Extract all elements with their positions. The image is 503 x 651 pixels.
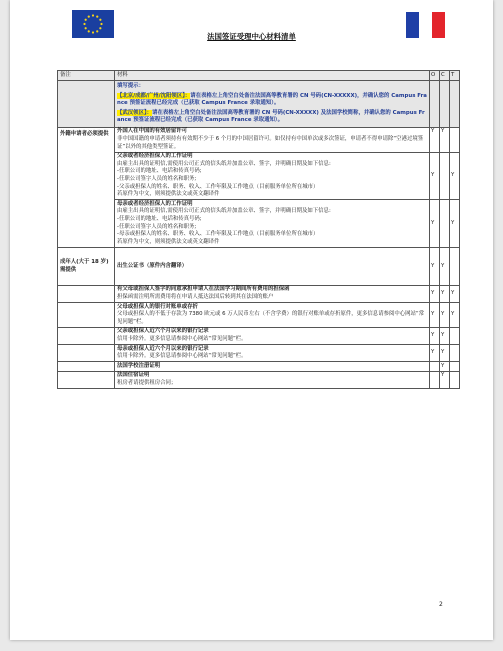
row-material <box>115 81 430 128</box>
row-material: 母亲或者经济担保人的工作证明 由雇主出具的证明信,需使用公司正式的信头纸并加盖公章、签字，并明确日期及如下信息: -任职公司的地址、电话和传真号码; -任职公司签字人员的姓名和职务; -母亲或担保人的姓名、职务、收入、工作年限及工作地点（目前服务单位所在城市） 若原件为中文，则须提供法文或英文翻译件 <box>115 200 430 248</box>
flag-c <box>440 81 450 128</box>
table-row <box>58 303 460 328</box>
tip-beijing: 【北京/成都/广州/沈阳领区】：请在表格左上角空白处备注法国高等教育署的 CN 号码(CN-XXXXX)，并确认您的 Campus France 预签证流程已经完成（已获取 Campus France 录取通知）。 <box>117 92 427 107</box>
header-note: 备注 <box>58 71 115 81</box>
row-material: 父母或担保人的银行对账单或存折 父母或担保人的不低于存款为 7380 欧元或 6 万人民币左右（不含学费）的银行对账单或存折原件，更多信息请参阅中心网站“常见问题”栏。 <box>115 303 430 328</box>
row-material: 法国住宿证明 租房者请提供租房合同； <box>115 371 430 388</box>
page-number: 2 <box>439 601 443 608</box>
table-row <box>58 371 460 388</box>
row-note <box>58 371 115 388</box>
row-note: 成年人(大于 18 岁) 需提供 <box>58 247 115 285</box>
flag-c: Y <box>440 345 450 362</box>
materials-table <box>57 70 460 389</box>
row-material: 出生公证书（原件内含翻译） <box>115 247 430 285</box>
flag-o: Y <box>430 345 440 362</box>
table-row <box>58 200 460 248</box>
region-highlight: 【北京/成都/广州/沈阳领区】： <box>117 92 191 99</box>
flag-c: Y <box>440 285 450 302</box>
row-note <box>58 285 115 302</box>
table-header-row <box>58 71 460 81</box>
flag-o <box>430 371 440 388</box>
tip-heading: 填写提示： <box>117 83 144 89</box>
flag-t <box>450 81 460 128</box>
flag-t <box>450 127 460 152</box>
row-note <box>58 362 115 372</box>
flag-t <box>450 327 460 344</box>
flag-c: Y <box>440 362 450 372</box>
table-row <box>58 285 460 302</box>
flag-o <box>430 81 440 128</box>
header-c: C <box>440 71 450 81</box>
flag-t: Y <box>450 285 460 302</box>
flag-o: Y <box>430 200 440 248</box>
flag-t <box>450 371 460 388</box>
flag-o: Y <box>430 152 440 200</box>
region-highlight: 【武汉领区】： <box>117 109 153 116</box>
flag-t <box>450 247 460 285</box>
table-row <box>58 152 460 200</box>
table-row <box>58 127 460 152</box>
row-material: 外国人在中国的有效居留许可 非中国国籍的申请者须持有有效期不少于 6 个月的中国居留许可。如仅持有中国单次或多次签证，申请者不得申请除“空港过境签证”以外的其他类型签证。 <box>115 127 430 152</box>
flag-o: Y <box>430 327 440 344</box>
row-material: 母亲或担保人近六个月以来的银行记录 信用卡除外。更多信息请参阅中心网站“常见问题”栏。 <box>115 345 430 362</box>
flag-o <box>430 362 440 372</box>
row-material: 有父母或担保人签字的同意承担申请人在法国学习期间所有费用的担保函 担保函需注明所需费用将在申请人抵达法国后转到其在法国的账户 <box>115 285 430 302</box>
table-row <box>58 327 460 344</box>
table-row <box>58 345 460 362</box>
row-note <box>58 345 115 362</box>
row-note: 外籍申请者必须提供 <box>58 127 115 247</box>
flag-o: Y <box>430 247 440 285</box>
header-t: T <box>450 71 460 81</box>
flag-o: Y <box>430 285 440 302</box>
header-o: O <box>430 71 440 81</box>
flag-c: Y <box>440 127 450 152</box>
row-note <box>58 81 115 128</box>
row-material: 父亲或者经济担保人的工作证明 由雇主出具的证明信,需使用公司正式的信头纸并加盖公章、签字，并明确日期及如下信息: -任职公司的地址、电话和传真号码; -任职公司签字人员的姓名和职务; -父亲或担保人的姓名、职务、收入、工作年限及工作地点（目前服务单位所在城市） 若原件为中文，则须提供法文或英文翻译件 <box>115 152 430 200</box>
row-material: 父亲或担保人近六个月以来的银行记录 信用卡除外。更多信息请参阅中心网站“常见问题”栏。 <box>115 327 430 344</box>
flag-c <box>440 152 450 200</box>
flag-c: Y <box>440 303 450 328</box>
row-note <box>58 327 115 344</box>
table-row <box>58 362 460 372</box>
flag-c: Y <box>440 247 450 285</box>
flag-t: Y <box>450 200 460 248</box>
table-row <box>58 81 460 128</box>
flag-o: Y <box>430 127 440 152</box>
row-note <box>58 303 115 328</box>
document-title: 法国签证受理中心材料清单 <box>207 32 296 41</box>
flag-c <box>440 200 450 248</box>
header-material: 材料 <box>115 71 430 81</box>
row-material: 法国学校注册证明 <box>115 362 430 372</box>
flag-o: Y <box>430 303 440 328</box>
flag-t: Y <box>450 152 460 200</box>
flag-t <box>450 345 460 362</box>
flag-t <box>450 362 460 372</box>
tip-wuhan: 【武汉领区】：请在表格左上角空白处备注法国高等教育署的 CN 号码(CN-XXXXX) 及法国学校简称，并确认您的 Campus France 预签证流程已经完成（已获取 Campus France 录取通知）。 <box>117 109 425 124</box>
document-page <box>10 0 493 640</box>
table-row <box>58 247 460 285</box>
flag-t: Y <box>450 303 460 328</box>
flag-c: Y <box>440 371 450 388</box>
flag-c: Y <box>440 327 450 344</box>
